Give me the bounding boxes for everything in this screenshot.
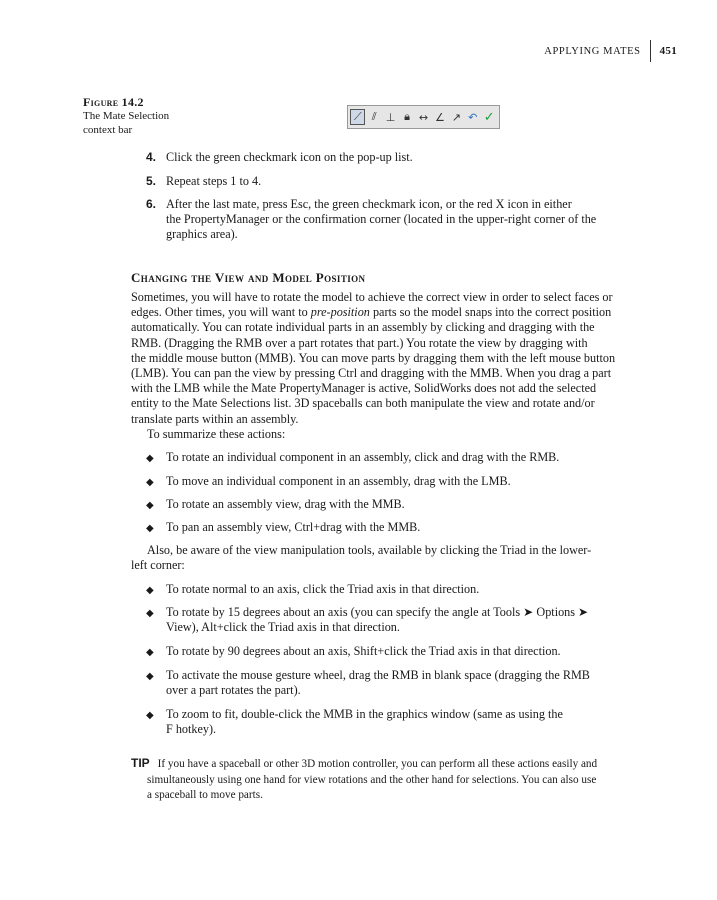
list-item-line: View), Alt+click the Triad axis in that direction. bbox=[166, 620, 400, 635]
paragraph-line bbox=[131, 305, 659, 320]
list-item-text bbox=[166, 707, 646, 737]
coincident-icon: ⟋ bbox=[350, 109, 365, 125]
list-item-line: To activate the mouse gesture wheel, drag the RMB in blank space (dragging the RMB bbox=[166, 668, 590, 682]
distance-icon: ↔ bbox=[418, 110, 429, 124]
diamond-bullet-icon: ◆ bbox=[146, 647, 154, 658]
pointer-icon: ↗ bbox=[451, 110, 461, 124]
running-header bbox=[544, 40, 677, 62]
step-item bbox=[146, 150, 656, 165]
paragraph-text: edges. Other times, you will want to bbox=[131, 305, 311, 320]
tip-line: a spaceball to move parts. bbox=[147, 789, 263, 801]
list-item-text: To rotate an individual component in an assembly, click and drag with the RMB. bbox=[166, 450, 560, 464]
diamond-bullet-icon: ◆ bbox=[146, 585, 154, 596]
diamond-bullet-icon: ◆ bbox=[146, 523, 154, 534]
angle-icon: ∠ bbox=[434, 110, 445, 124]
mate-selection-context-bar bbox=[347, 105, 500, 129]
list-item bbox=[146, 474, 646, 490]
paragraph-line: automatically. You can rotate individual parts in an assembly by clicking and dragging with the bbox=[131, 320, 595, 335]
undo-icon: ↶ bbox=[468, 110, 478, 124]
list-item bbox=[146, 644, 646, 660]
list-item-text: To rotate normal to an axis, click the Triad axis in that direction. bbox=[166, 582, 480, 596]
tip-label: TIP bbox=[131, 756, 150, 770]
step-text-line: the PropertyManager or the confirmation corner (located in the upper-right corner of the bbox=[166, 212, 597, 227]
tip-text: If you have a spaceball or other 3D motion controller, you can perform all these actions easily and bbox=[157, 758, 598, 770]
step-text-line: graphics area). bbox=[166, 227, 238, 242]
paragraph-line: entity to the Mate Selections list. 3D spaceballs can both manipulate the view and rotate and/or bbox=[131, 396, 595, 411]
list-item bbox=[146, 450, 646, 466]
diamond-bullet-icon: ◆ bbox=[146, 453, 154, 464]
section-heading: Changing the View and Model Position bbox=[131, 270, 366, 285]
list-item-line: To rotate by 15 degrees about an axis (you can specify the angle at Tools ➤ Options ➤ bbox=[166, 605, 589, 619]
figure-caption bbox=[83, 95, 193, 137]
diamond-bullet-icon: ◆ bbox=[146, 710, 154, 721]
diamond-bullet-icon: ◆ bbox=[146, 671, 154, 682]
list-item bbox=[146, 582, 646, 598]
step-text: Click the green checkmark icon on the pop-up list. bbox=[166, 150, 413, 164]
paragraph-line: left corner: bbox=[131, 558, 185, 573]
list-item-line: over a part rotates the part). bbox=[166, 683, 301, 698]
tip-box bbox=[131, 756, 661, 804]
list-item bbox=[146, 520, 646, 536]
step-text-line: After the last mate, press Esc, the green checkmark icon, or the red X icon in either bbox=[166, 197, 572, 211]
paragraph-line: the middle mouse button (MMB). You can move parts by dragging them with the left mouse button bbox=[131, 350, 616, 365]
emphasis-text: pre-position bbox=[310, 305, 370, 320]
diamond-bullet-icon: ◆ bbox=[146, 500, 154, 511]
header-divider bbox=[650, 40, 651, 62]
paragraph-text: parts so the model snaps into the correct position bbox=[369, 305, 612, 320]
paragraph-line: (LMB). You can pan the view by pressing Ctrl and dragging with the MMB. When you drag a part bbox=[131, 366, 612, 381]
parallel-icon: ⫽ bbox=[371, 110, 377, 123]
list-item bbox=[146, 707, 646, 737]
tip-line bbox=[131, 756, 661, 773]
list-item-text bbox=[166, 668, 646, 698]
diamond-bullet-icon: ◆ bbox=[146, 477, 154, 488]
list-item bbox=[146, 668, 646, 698]
body-paragraph bbox=[131, 543, 659, 573]
paragraph-line: Also, be aware of the view manipulation tools, available by clicking the Triad in the lower- bbox=[147, 543, 592, 557]
paragraph-line: with the LMB while the Mate PropertyManager is active, SolidWorks does not add the selected bbox=[131, 381, 597, 396]
diamond-bullet-icon: ◆ bbox=[146, 608, 154, 619]
step-text: Repeat steps 1 to 4. bbox=[166, 174, 262, 188]
list-item-text: To rotate an assembly view, drag with the MMB. bbox=[166, 497, 405, 511]
paragraph-line: Sometimes, you will have to rotate the model to achieve the correct view in order to select faces or bbox=[131, 290, 613, 304]
list-item-text: To move an individual component in an assembly, drag with the LMB. bbox=[166, 474, 511, 488]
body-paragraph bbox=[131, 290, 659, 442]
step-item bbox=[146, 197, 656, 243]
list-item-text: To rotate by 90 degrees about an axis, Shift+click the Triad axis in that direction. bbox=[166, 644, 561, 658]
step-number: 4. bbox=[146, 150, 157, 164]
step-number: 5. bbox=[146, 174, 157, 188]
list-item-text bbox=[166, 605, 646, 635]
paragraph-line: RMB. (Dragging the RMB over a part rotates that part.) You rotate the view by dragging with bbox=[131, 335, 588, 350]
checkmark-icon: ✓ bbox=[483, 109, 495, 125]
page-number: 451 bbox=[659, 45, 677, 57]
tip-line: simultaneously using one hand for view rotations and the other hand for selections. You can also use bbox=[147, 773, 597, 786]
paragraph-line: translate parts within an assembly. bbox=[131, 411, 299, 426]
step-number: 6. bbox=[146, 197, 157, 211]
running-head-title: APPLYING MATES bbox=[544, 45, 641, 57]
list-item bbox=[146, 497, 646, 513]
step-text bbox=[166, 197, 656, 243]
perpendicular-icon: ⊥ bbox=[385, 110, 396, 124]
list-item-line: F hotkey). bbox=[166, 722, 217, 737]
step-item bbox=[146, 174, 656, 189]
paragraph-line: To summarize these actions: bbox=[147, 426, 286, 441]
list-item-text: To pan an assembly view, Ctrl+drag with the MMB. bbox=[166, 520, 421, 534]
figure-caption-line2: context bar bbox=[83, 124, 133, 136]
figure-caption-line1: The Mate Selection bbox=[83, 110, 170, 122]
figure-label: Figure 14.2 bbox=[83, 95, 144, 109]
list-item bbox=[146, 605, 646, 635]
lock-icon: 🔒︎ bbox=[404, 110, 410, 123]
list-item-line: To zoom to fit, double-click the MMB in the graphics window (same as using the bbox=[166, 707, 563, 721]
